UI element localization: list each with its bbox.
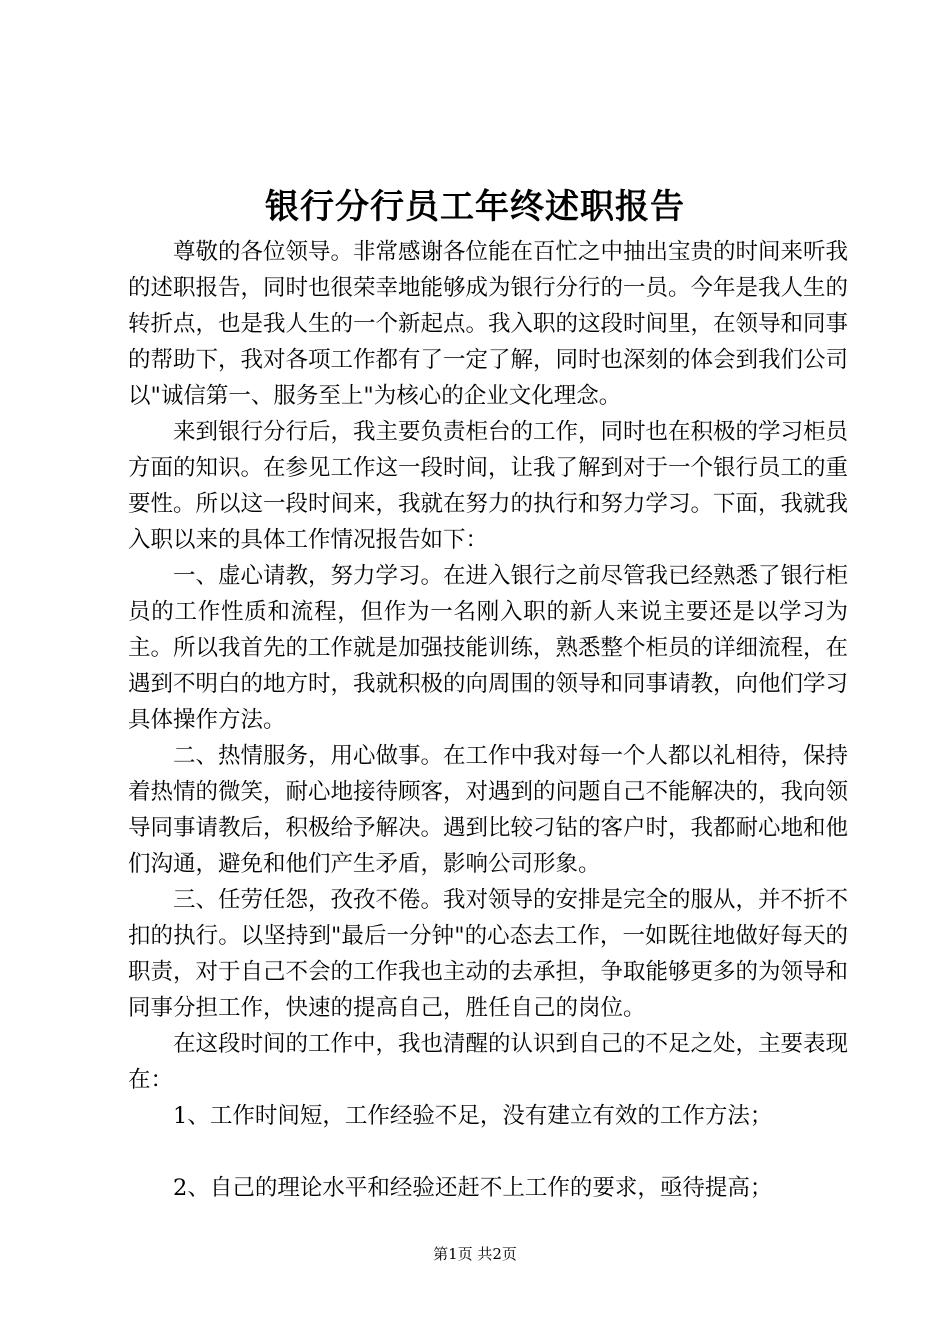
document-title: 银行分行员工年终述职报告 — [265, 187, 685, 227]
paragraph-point-two: 二、热情服务，用心做事。在工作中我对每一个人都以礼相待，保持着热情的微笑，耐心地接待顾客，对遇到的问题自己不能解决的，我向领导同事请教后，积极给予解决。遇到比较刁钻的客户时，我都耐心地和他们沟通，避免和他们产生矛盾，影响公司形象。 — [128, 743, 849, 877]
paragraph-point-one: 一、虚心请教，努力学习。在进入银行之前尽管我已经熟悉了银行柜员的工作性质和流程，但作为一名刚入职的新人来说主要还是以学习为主。所以我首先的工作就是加强技能训练，熟悉整个柜员的详细流程，在遇到不明白的地方时，我就积极的向周围的领导和同事请教，向他们学习具体操作方法。 — [128, 563, 849, 733]
paragraph-shortcomings: 在这段时间的工作中，我也清醒的认识到自己的不足之处，主要表现在： — [128, 1031, 849, 1093]
paragraph-greeting: 尊敬的各位领导。非常感谢各位能在百忙之中抽出宝贵的时间来听我的述职报告，同时也很荣幸地能够成为银行分行的一员。今年是我人生的转折点，也是我人生的一个新起点。我入职的这段时间里，在领导和同事的帮助下，我对各项工作都有了一定了解，同时也深刻的体会到我们公司以"诚信第一、服务至上"为核心的企业文化理念。 — [128, 239, 849, 409]
list-item-shortcoming-1: 1、工作时间短，工作经验不足，没有建立有效的工作方法； — [173, 1103, 773, 1129]
document-body — [128, 234, 848, 1206]
paragraph-intro: 来到银行分行后，我主要负责柜台的工作，同时也在积极的学习柜员方面的知识。在参见工作这一段时间，让我了解到对于一个银行员工的重要性。所以这一段时间来，我就在努力的执行和努力学习。下面，我就我入职以来的具体工作情况报告如下： — [128, 419, 849, 553]
list-item-shortcoming-2: 2、自己的理论水平和经验还赶不上工作的要求，亟待提高； — [173, 1175, 773, 1201]
page-footer: 第1页 共2页 — [433, 1245, 517, 1263]
paragraph-point-three: 三、任劳任怨，孜孜不倦。我对领导的安排是完全的服从，并不折不扣的执行。以坚持到"最后一分钟"的心态去工作，一如既往地做好每天的职责，对于自己不会的工作我也主动的去承担，争取能够更多的为领导和同事分担工作，快速的提高自己，胜任自己的岗位。 — [128, 887, 849, 1021]
